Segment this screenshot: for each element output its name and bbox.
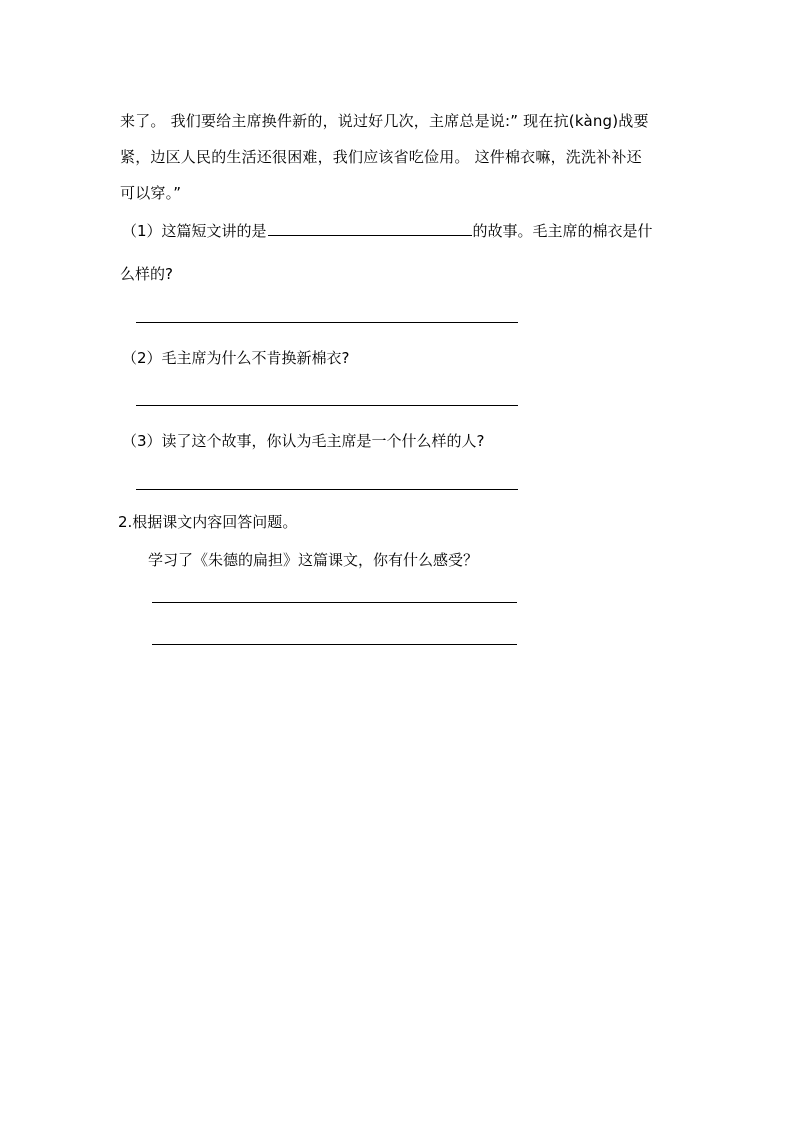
question-1-continued: 么样的?	[120, 265, 173, 283]
passage-line-3: 可以穿。”	[120, 184, 182, 202]
question-3: （3）读了这个故事，你认为毛主席是一个什么样的人?	[122, 432, 485, 450]
section-2-answer-line-2[interactable]	[152, 644, 517, 645]
question-3-answer-line[interactable]	[136, 489, 518, 490]
question-2-answer-line[interactable]	[136, 405, 518, 406]
question-2: （2）毛主席为什么不肯换新棉衣?	[122, 349, 350, 367]
section-2-prompt: 学习了《朱德的扁担》这篇课文，你有什么感受？	[148, 551, 479, 569]
question-1	[122, 219, 653, 243]
passage-line-1: 来了。 我们要给主席换件新的，说过好几次，主席总是说:” 现在抗(kàng)战要	[120, 112, 649, 130]
question-1-suffix: 的故事。毛主席的棉衣是什	[472, 222, 653, 240]
question-1-answer-line[interactable]	[136, 322, 518, 323]
question-1-prefix: （1）这篇短文讲的是	[122, 222, 267, 240]
passage-line-2: 紧，边区人民的生活还很困难，我们应该省吃俭用。 这件棉衣嘛，洗洗补补还	[120, 148, 642, 166]
section-2-answer-line-1[interactable]	[152, 602, 517, 603]
section-2-heading: 2.根据课文内容回答问题。	[118, 513, 298, 531]
passage-text	[120, 103, 680, 211]
question-1-fill-blank[interactable]	[268, 219, 472, 236]
